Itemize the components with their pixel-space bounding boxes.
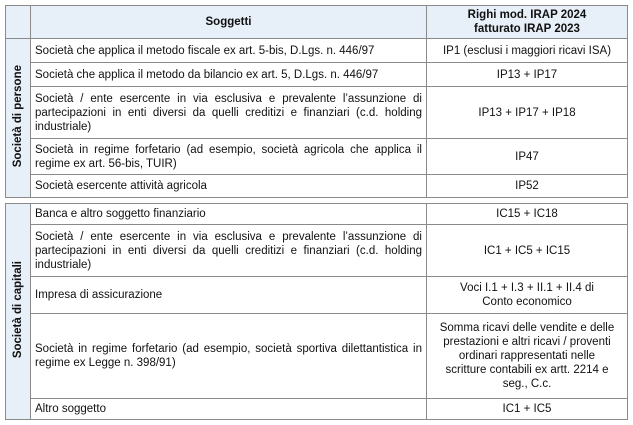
header-form-lines <box>427 6 628 39</box>
row-subject: Società in regime forfetario (ad esempio, società sportiva dilettantistica in regime ex Legge n. 398/91) <box>31 314 427 399</box>
table-row <box>6 277 628 314</box>
section-label: Società di persone <box>12 64 24 168</box>
row-subject: Società / ente esercente in via esclusiva e prevalente l’assunzione di partecipazioni in enti diversi da quelli creditizi e finanziari (c.d. holding industriale) <box>31 87 427 139</box>
header-form-lines-line1: Righi mod. IRAP 2024 <box>467 9 587 21</box>
row-subject: Società che applica il metodo da bilancio ex art. 5, D.Lgs. n. 446/97 <box>31 63 427 87</box>
row-form-lines: IP47 <box>427 139 628 175</box>
row-subject: Impresa di assicurazione <box>31 277 427 314</box>
row-subject: Società / ente esercente in via esclusiva e prevalente l’assunzione di partecipazioni in enti diversi da quelli creditizi e finanziari (c.d. holding industriale) <box>31 225 427 277</box>
row-form-lines: IC1 + IC5 <box>427 399 628 420</box>
row-form-lines: IP13 + IP17 + IP18 <box>427 87 628 139</box>
section-label-cell <box>6 204 31 420</box>
row-subject: Società esercente attività agricola <box>31 175 427 198</box>
table-row <box>6 139 628 175</box>
section-label-cell <box>6 39 31 198</box>
table-row <box>6 399 628 420</box>
table-row <box>6 87 628 139</box>
row-form-lines: IP13 + IP17 <box>427 63 628 87</box>
row-form-lines: IC1 + IC5 + IC15 <box>427 225 628 277</box>
row-form-lines: Voci I.1 + I.3 + II.1 + II.4 di Conto economico <box>427 277 628 314</box>
table-row <box>6 63 628 87</box>
header-table <box>5 5 628 39</box>
table-row <box>6 39 628 63</box>
table-row <box>6 175 628 198</box>
table-row <box>6 204 628 225</box>
row-subject: Altro soggetto <box>31 399 427 420</box>
section-partnerships <box>5 38 628 198</box>
row-form-lines: IP52 <box>427 175 628 198</box>
row-form-lines: IP1 (esclusi i maggiori ricavi ISA) <box>427 39 628 63</box>
table-row <box>6 314 628 399</box>
section-corporations <box>5 203 628 420</box>
header-corner <box>6 6 31 39</box>
header-form-lines-line2: fatturato IRAP 2023 <box>474 23 580 35</box>
row-form-lines: Somma ricavi delle vendite e delle prestazioni e altri ricavi / proventi ordinari rappresentati nelle scritture contabili ex artt. 2214 e seg., C.c. <box>427 314 628 399</box>
header-subjects: Soggetti <box>31 6 427 39</box>
row-subject: Società in regime forfetario (ad esempio, società agricola che applica il regime ex art. 56-bis, TUIR) <box>31 139 427 175</box>
row-subject: Banca e altro soggetto finanziario <box>31 204 427 225</box>
row-form-lines: IC15 + IC18 <box>427 204 628 225</box>
table-row <box>6 225 628 277</box>
section-label: Società di capitali <box>12 260 24 359</box>
row-subject: Società che applica il metodo fiscale ex art. 5-bis, D.Lgs. n. 446/97 <box>31 39 427 63</box>
header-row <box>6 6 628 39</box>
